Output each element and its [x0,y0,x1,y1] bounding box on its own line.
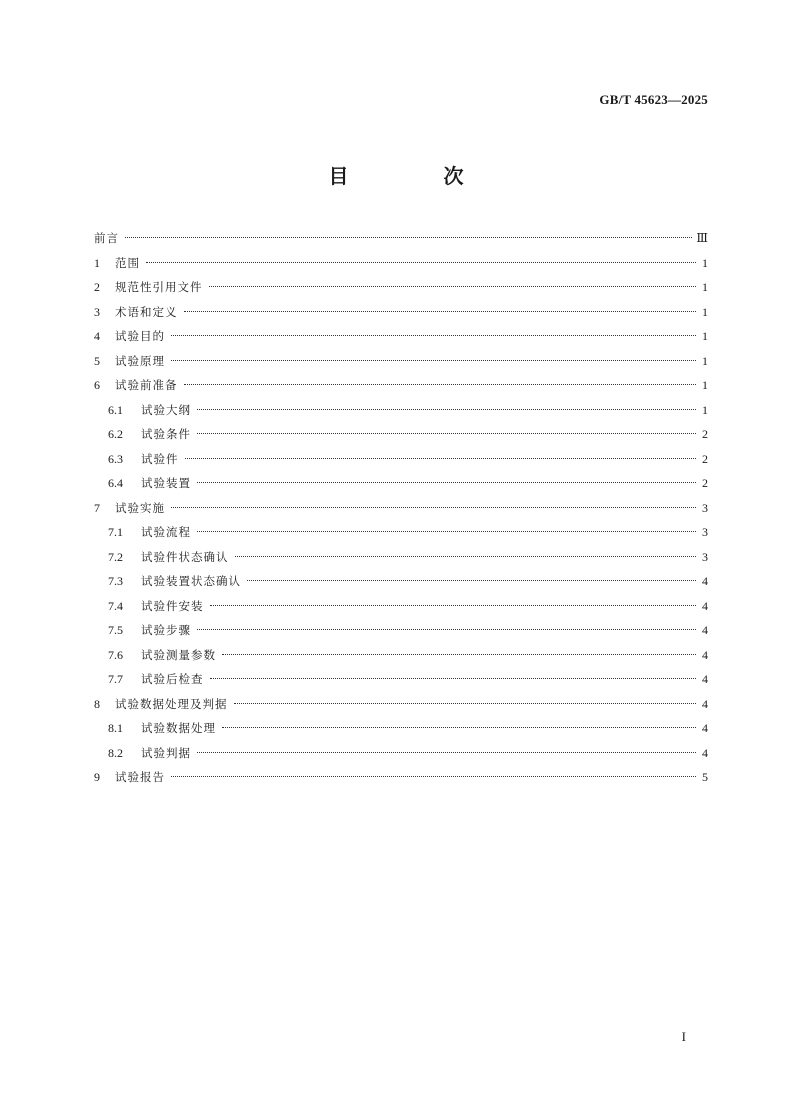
toc-leader-dots [146,262,696,263]
toc-leader-dots [210,678,697,679]
toc-entry[interactable] [94,520,708,545]
toc-entry[interactable] [94,349,708,374]
toc-entry-label: 试验数据处理及判据 [115,696,228,711]
toc-entry-number: 7.6 [108,647,123,662]
toc-entry-label: 试验装置 [141,476,191,490]
toc-entry-page: 2 [702,476,708,490]
toc-entry-page: 1 [702,280,708,294]
toc-leader-dots [247,580,696,581]
toc-entry[interactable] [94,251,708,276]
toc-entry[interactable] [94,765,708,790]
toc-entry[interactable] [94,496,708,521]
toc-entry-label: 试验流程 [141,525,191,539]
toc-entry-label: 规范性引用文件 [115,280,203,294]
toc-entry-number: 6.4 [108,476,123,490]
toc-entry[interactable] [94,275,708,300]
toc-entry-label: 试验测量参数 [141,647,216,662]
toc-entry-page: 3 [702,500,708,515]
toc-entry-label: 试验目的 [115,329,165,343]
toc-leader-dots [209,286,697,287]
toc-entry-number: 7 [94,500,100,515]
toc-entry-page: 4 [702,598,708,613]
toc-entry-number: 4 [94,329,100,343]
toc-entry[interactable] [94,569,708,594]
toc-entry-number: 7.5 [108,623,123,637]
toc-leader-dots [171,776,696,777]
toc-entry-number: 6.2 [108,427,123,441]
toc-leader-dots [197,531,696,532]
toc-entry[interactable] [94,667,708,692]
page-number: I [681,1029,686,1044]
toc-entry-number: 7.4 [108,598,123,613]
toc-entry-label: 试验数据处理 [141,721,216,735]
toc-entry-number: 7.7 [108,672,123,686]
toc-entry[interactable] [94,741,708,766]
toc-entry-page: 1 [702,329,708,343]
toc-leader-dots [222,654,696,655]
toc-leader-dots [185,458,697,459]
standard-code: GB/T 45623—2025 [599,92,708,107]
toc-entry-label: 试验件 [141,451,179,466]
toc-leader-dots [125,237,692,238]
toc-leader-dots [234,703,697,704]
toc-entry-number: 7.3 [108,574,123,588]
page-title: 目 次 [328,164,508,188]
toc-entry[interactable] [94,692,708,717]
toc-entry-label: 试验原理 [115,353,165,368]
toc-entry-page: Ⅲ [696,231,708,245]
toc-entry[interactable] [94,300,708,325]
toc-entry-page: 4 [702,745,708,760]
toc-entry-label: 前言 [94,231,119,245]
toc-leader-dots [235,556,697,557]
toc-entry-page: 3 [702,525,708,539]
toc-entry-page: 4 [702,696,708,711]
toc-entry[interactable] [94,422,708,447]
toc-entry-label: 试验前准备 [115,378,178,392]
toc-entry-number: 1 [94,255,100,270]
toc-leader-dots [197,409,696,410]
toc-entry-page: 4 [702,574,708,588]
toc-entry-label: 范围 [115,255,140,270]
toc-entry-label: 试验后检查 [141,672,204,686]
toc-entry-page: 1 [702,255,708,270]
toc-leader-dots [197,752,696,753]
toc-entry-label: 试验步骤 [141,623,191,637]
toc-entry[interactable] [94,643,708,668]
toc-entry-page: 1 [702,353,708,368]
toc-entry-label: 试验实施 [115,500,165,515]
toc-entry-page: 2 [702,427,708,441]
toc-entry-label: 试验件状态确认 [141,549,229,564]
toc-entry-number: 7.2 [108,549,123,564]
toc-entry-number: 8 [94,696,100,711]
toc-entry-label: 试验装置状态确认 [141,574,241,588]
toc-entry-number: 7.1 [108,525,123,539]
toc-entry-number: 8.2 [108,745,123,760]
toc-leader-dots [197,433,696,434]
toc-entry-label: 试验条件 [141,427,191,441]
toc-entry-page: 3 [702,549,708,564]
toc-entry-number: 3 [94,304,100,319]
toc-entry-number: 6.3 [108,451,123,466]
toc-entry[interactable] [94,618,708,643]
toc-leader-dots [171,360,696,361]
toc-entry-page: 4 [702,672,708,686]
toc-entry[interactable] [94,447,708,472]
toc-entry-number: 9 [94,770,100,784]
toc-entry[interactable] [94,471,708,496]
toc-leader-dots [184,311,697,312]
toc-entry-page: 4 [702,647,708,662]
toc-entry-number: 6 [94,378,100,392]
toc-leader-dots [184,384,697,385]
toc-leader-dots [197,482,696,483]
table-of-contents [94,226,708,790]
toc-entry-label: 试验判据 [141,745,191,760]
toc-leader-dots [222,727,696,728]
toc-entry-page: 1 [702,304,708,319]
toc-leader-dots [171,507,696,508]
toc-entry[interactable] [94,226,708,251]
toc-entry[interactable] [94,716,708,741]
toc-entry-number: 2 [94,280,100,294]
toc-entry-label: 试验件安装 [141,598,204,613]
toc-entry[interactable] [94,324,708,349]
toc-leader-dots [197,629,696,630]
toc-entry-number: 5 [94,353,100,368]
toc-entry-label: 术语和定义 [115,304,178,319]
toc-entry-page: 1 [702,378,708,392]
toc-entry[interactable] [94,594,708,619]
toc-entry-page: 4 [702,623,708,637]
toc-entry-page: 2 [702,451,708,466]
toc-entry-label: 试验大纲 [141,402,191,417]
toc-entry-page: 1 [702,402,708,417]
toc-entry[interactable] [94,373,708,398]
toc-leader-dots [171,335,696,336]
toc-entry-page: 4 [702,721,708,735]
toc-entry-label: 试验报告 [115,770,165,784]
toc-entry-page: 5 [702,770,708,784]
toc-leader-dots [210,605,697,606]
toc-entry[interactable] [94,545,708,570]
toc-entry-number: 6.1 [108,402,123,417]
toc-entry[interactable] [94,398,708,423]
toc-entry-number: 8.1 [108,721,123,735]
